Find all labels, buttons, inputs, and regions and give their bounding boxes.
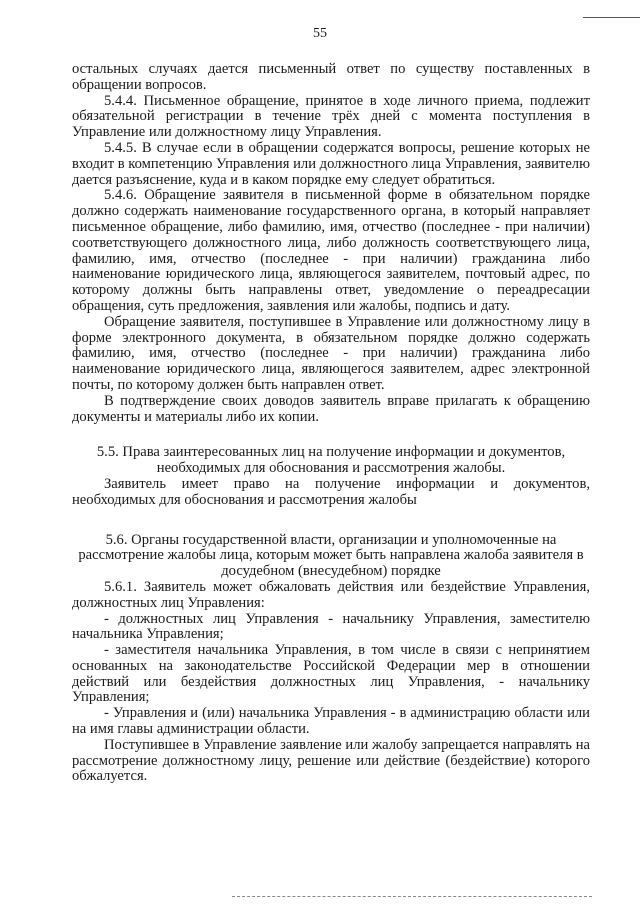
document-body (72, 62, 590, 785)
spacer (72, 509, 590, 533)
section-heading-5-6: 5.6. Органы государственной власти, организации и уполномоченные на рассмотрение жалобы лица, которым может быть направлена жалоба заявителя в досудебном (внесудебном) порядке (78, 531, 584, 580)
list-item: - Управления и (или) начальника Управления - в администрацию области или на имя главы администрации области. (72, 705, 590, 738)
section-heading-5-5: 5.5. Права заинтересованных лиц на получение информации и документов, необходимых для обоснования и рассмотрения жалобы. (96, 444, 566, 477)
top-rule (583, 17, 640, 18)
paragraph: 5.4.6. Обращение заявителя в письменной форме в обязательном порядке должно содержать наименование государственного органа, в который направляет письменное обращение, либо фамилию, имя, отчество (последнее - при наличии) соответствующего должностного лица, либо должность соответствующего лица, фамилию, имя, отчество (последнее - при наличии) гражданина либо наименование юридического лица, являющегося заявителем, почтовый адрес, по которому должны быть направлены ответ, уведомление о переадресации обращения, суть предложения, заявления или жалобы, подпись и дату. (72, 187, 590, 314)
paragraph: остальных случаях дается письменный ответ по существу поставленных в обращении вопросов. (72, 61, 590, 93)
bottom-rule (232, 896, 592, 897)
page-number: 55 (313, 26, 327, 41)
paragraph: 5.4.4. Письменное обращение, принятое в ходе личного приема, подлежит обязательной регистрации в течение трёх дней с момента поступления в Управление или должностному лицу Управления. (72, 92, 590, 141)
list-item: - заместителя начальника Управления, в том числе в связи с непринятием основанных на законодательстве Российской Федерации мер в отношении действий или бездействия должностных лиц Управления, - начальнику Управления; (72, 642, 590, 706)
paragraph: Обращение заявителя, поступившее в Управление или должностному лицу в форме электронного документа, в обязательном порядке должно содержать фамилию, имя, отчество (последнее - при наличии) гражданина либо наименование юридического лица, являющегося заявителем, адрес электронной почты, по которому должен быть направлен ответ. (72, 313, 590, 393)
spacer (72, 425, 590, 445)
list-item: - должностных лиц Управления - начальнику Управления, заместителю начальника Управления; (72, 610, 590, 643)
paragraph: Заявитель имеет право на получение информации и документов, необходимых для обоснования и рассмотрения жалобы (72, 475, 590, 508)
paragraph: В подтверждение своих доводов заявитель вправе прилагать к обращению документы и материалы либо их копии. (72, 392, 590, 425)
paragraph: 5.6.1. Заявитель может обжаловать действия или бездействие Управления, должностных лиц Управления: (72, 578, 590, 611)
paragraph: 5.4.5. В случае если в обращении содержатся вопросы, решение которых не входит в компетенцию Управления или должностного лица Управления, заявителю дается разъяснение, куда и в каком порядке ему следует обратиться. (72, 139, 590, 188)
paragraph: Поступившее в Управление заявление или жалобу запрещается направлять на рассмотрение должностному лицу, решение или действие (бездействие) которого обжалуется. (72, 736, 590, 785)
